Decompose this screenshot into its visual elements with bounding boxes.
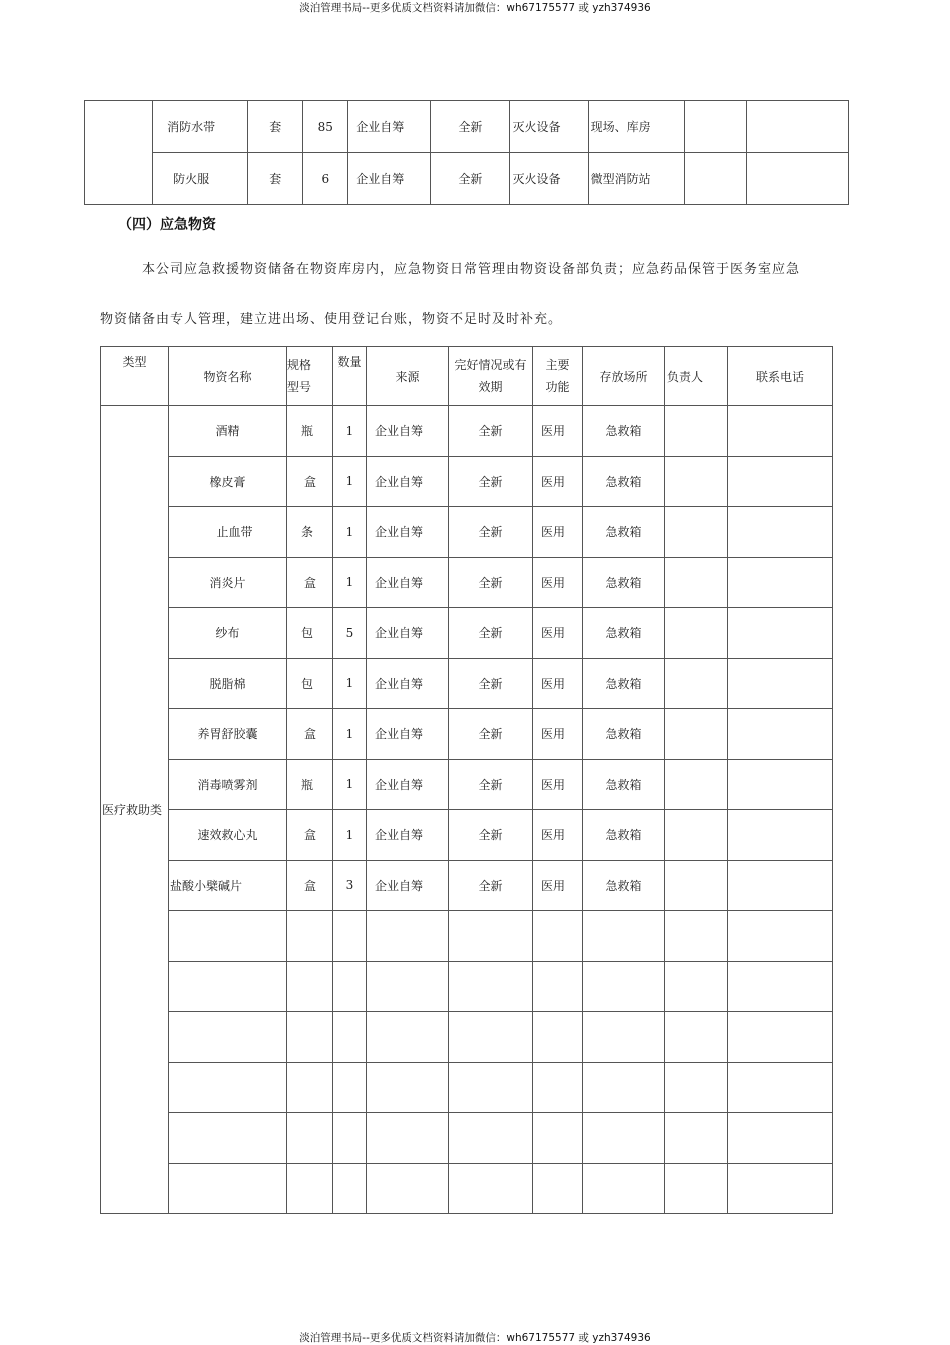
- paragraph-line: 本公司应急救援物资储备在物资库房内，应急物资日常管理由物资设备部负责；应急药品保管于医务室应急: [142, 262, 801, 277]
- empty-row: [101, 1062, 833, 1113]
- table-row: [101, 507, 833, 558]
- header-location: 存放场所: [583, 347, 665, 406]
- item-person: [665, 507, 728, 558]
- item-phone: [728, 709, 833, 760]
- item-unit: 瓶: [287, 406, 333, 457]
- item-name: 酒精: [169, 406, 287, 457]
- item-unit: 套: [248, 153, 303, 205]
- item-qty: 6: [303, 153, 348, 205]
- header-name: 物资名称: [169, 347, 287, 406]
- table-row: [101, 860, 833, 911]
- item-unit: 盒: [287, 810, 333, 861]
- item-unit: 盒: [287, 557, 333, 608]
- item-person: [684, 101, 746, 153]
- item-person: [665, 658, 728, 709]
- item-source: 企业自筹: [367, 507, 449, 558]
- item-condition: 全新: [449, 759, 533, 810]
- item-person: [665, 456, 728, 507]
- item-location: 急救箱: [583, 406, 665, 457]
- item-phone: [728, 557, 833, 608]
- item-function: 医用: [533, 860, 583, 911]
- item-source: 企业自筹: [367, 860, 449, 911]
- item-source: 企业自筹: [367, 658, 449, 709]
- item-location: 急救箱: [583, 456, 665, 507]
- item-function: 医用: [533, 709, 583, 760]
- header-qty: 数量: [333, 347, 367, 406]
- category-cell: [85, 101, 153, 205]
- item-function: 医用: [533, 608, 583, 659]
- item-name: 脱脂棉: [169, 658, 287, 709]
- item-unit: 盒: [287, 860, 333, 911]
- category-cell: 医疗救助类: [101, 406, 169, 1214]
- item-source: 企业自筹: [367, 608, 449, 659]
- item-function: 医用: [533, 557, 583, 608]
- header-person: 负责人: [665, 347, 728, 406]
- table-row: [85, 101, 849, 153]
- item-location: 急救箱: [583, 709, 665, 760]
- item-qty: 1: [333, 658, 367, 709]
- item-person: [665, 810, 728, 861]
- table-row: [101, 709, 833, 760]
- item-name: 速效救心丸: [169, 810, 287, 861]
- item-location: 急救箱: [583, 759, 665, 810]
- item-phone: [746, 101, 848, 153]
- table-row: [101, 759, 833, 810]
- item-person: [665, 709, 728, 760]
- table-row: [101, 658, 833, 709]
- item-condition: 全新: [449, 608, 533, 659]
- item-person: [665, 557, 728, 608]
- item-name: 消毒喷雾剂: [169, 759, 287, 810]
- item-location: 急救箱: [583, 507, 665, 558]
- item-qty: 1: [333, 507, 367, 558]
- item-phone: [728, 810, 833, 861]
- table-row: [101, 608, 833, 659]
- item-unit: 条: [287, 507, 333, 558]
- item-location: 急救箱: [583, 860, 665, 911]
- item-function: 医用: [533, 810, 583, 861]
- item-phone: [728, 658, 833, 709]
- empty-row: [101, 1012, 833, 1063]
- item-phone: [728, 608, 833, 659]
- medical-supplies-table: [100, 346, 833, 1214]
- item-qty: 5: [333, 608, 367, 659]
- fire-equipment-table: [84, 100, 849, 205]
- item-condition: 全新: [449, 507, 533, 558]
- item-source: 企业自筹: [348, 101, 431, 153]
- item-source: 企业自筹: [367, 406, 449, 457]
- item-phone: [728, 406, 833, 457]
- item-person: [684, 153, 746, 205]
- header-condition: 完好情况或有 效期: [449, 347, 533, 406]
- header-type: 类型: [101, 347, 169, 406]
- item-phone: [728, 860, 833, 911]
- item-function: 医用: [533, 507, 583, 558]
- table-row: [101, 557, 833, 608]
- item-name: 防火服: [153, 153, 248, 205]
- item-name: 纱布: [169, 608, 287, 659]
- header-spec: 规格 型号: [287, 347, 333, 406]
- table-row: [101, 456, 833, 507]
- item-person: [665, 608, 728, 659]
- item-unit: 盒: [287, 456, 333, 507]
- item-source: 企业自筹: [367, 810, 449, 861]
- item-source: 企业自筹: [348, 153, 431, 205]
- item-name: 止血带: [169, 507, 287, 558]
- item-unit: 套: [248, 101, 303, 153]
- item-phone: [746, 153, 848, 205]
- item-source: 企业自筹: [367, 456, 449, 507]
- item-function: 医用: [533, 456, 583, 507]
- empty-row: [101, 961, 833, 1012]
- item-condition: 全新: [431, 153, 510, 205]
- header-source: 来源: [367, 347, 449, 406]
- item-function: 医用: [533, 759, 583, 810]
- item-unit: 盒: [287, 709, 333, 760]
- table-row: [101, 406, 833, 457]
- item-location: 急救箱: [583, 658, 665, 709]
- item-source: 企业自筹: [367, 709, 449, 760]
- page-footer: 淡泊管理书局--更多优质文档资料请加微信：wh67175577 或 yzh374936: [299, 1332, 651, 1344]
- empty-row: [101, 1113, 833, 1164]
- item-person: [665, 860, 728, 911]
- item-condition: 全新: [431, 101, 510, 153]
- item-name: 盐酸小檗碱片: [169, 860, 287, 911]
- item-person: [665, 406, 728, 457]
- item-qty: 1: [333, 810, 367, 861]
- item-name: 橡皮膏: [169, 456, 287, 507]
- item-condition: 全新: [449, 658, 533, 709]
- empty-row: [101, 911, 833, 962]
- item-qty: 1: [333, 709, 367, 760]
- item-location: 急救箱: [583, 608, 665, 659]
- item-location: 急救箱: [583, 810, 665, 861]
- item-qty: 1: [333, 406, 367, 457]
- item-unit: 瓶: [287, 759, 333, 810]
- item-qty: 1: [333, 759, 367, 810]
- item-condition: 全新: [449, 709, 533, 760]
- empty-row: [101, 1163, 833, 1214]
- item-location: 急救箱: [583, 557, 665, 608]
- item-unit: 包: [287, 608, 333, 659]
- item-name: 消炎片: [169, 557, 287, 608]
- item-person: [665, 759, 728, 810]
- table-row: [101, 810, 833, 861]
- item-condition: 全新: [449, 810, 533, 861]
- item-function: 医用: [533, 658, 583, 709]
- item-unit: 包: [287, 658, 333, 709]
- item-qty: 1: [333, 456, 367, 507]
- table-header-row: [101, 347, 833, 406]
- item-name: 养胃舒胶囊: [169, 709, 287, 760]
- item-name: 消防水带: [153, 101, 248, 153]
- item-qty: 85: [303, 101, 348, 153]
- item-qty: 1: [333, 557, 367, 608]
- item-location: 现场、库房: [588, 101, 684, 153]
- item-condition: 全新: [449, 456, 533, 507]
- header-phone: 联系电话: [728, 347, 833, 406]
- section-title: （四）应急物资: [118, 217, 216, 233]
- item-function: 医用: [533, 406, 583, 457]
- item-condition: 全新: [449, 557, 533, 608]
- item-phone: [728, 456, 833, 507]
- item-phone: [728, 759, 833, 810]
- header-function: 主要 功能: [533, 347, 583, 406]
- paragraph-line: 物资储备由专人管理，建立进出场、使用登记台账，物资不足时及时补充。: [100, 312, 563, 327]
- item-phone: [728, 507, 833, 558]
- item-function: 灭火设备: [510, 153, 588, 205]
- table-row: [85, 153, 849, 205]
- item-condition: 全新: [449, 860, 533, 911]
- item-source: 企业自筹: [367, 759, 449, 810]
- item-location: 微型消防站: [588, 153, 684, 205]
- item-condition: 全新: [449, 406, 533, 457]
- item-qty: 3: [333, 860, 367, 911]
- item-function: 灭火设备: [510, 101, 588, 153]
- item-source: 企业自筹: [367, 557, 449, 608]
- page-header: 淡泊管理书局--更多优质文档资料请加微信：wh67175577 或 yzh374936: [299, 2, 651, 14]
